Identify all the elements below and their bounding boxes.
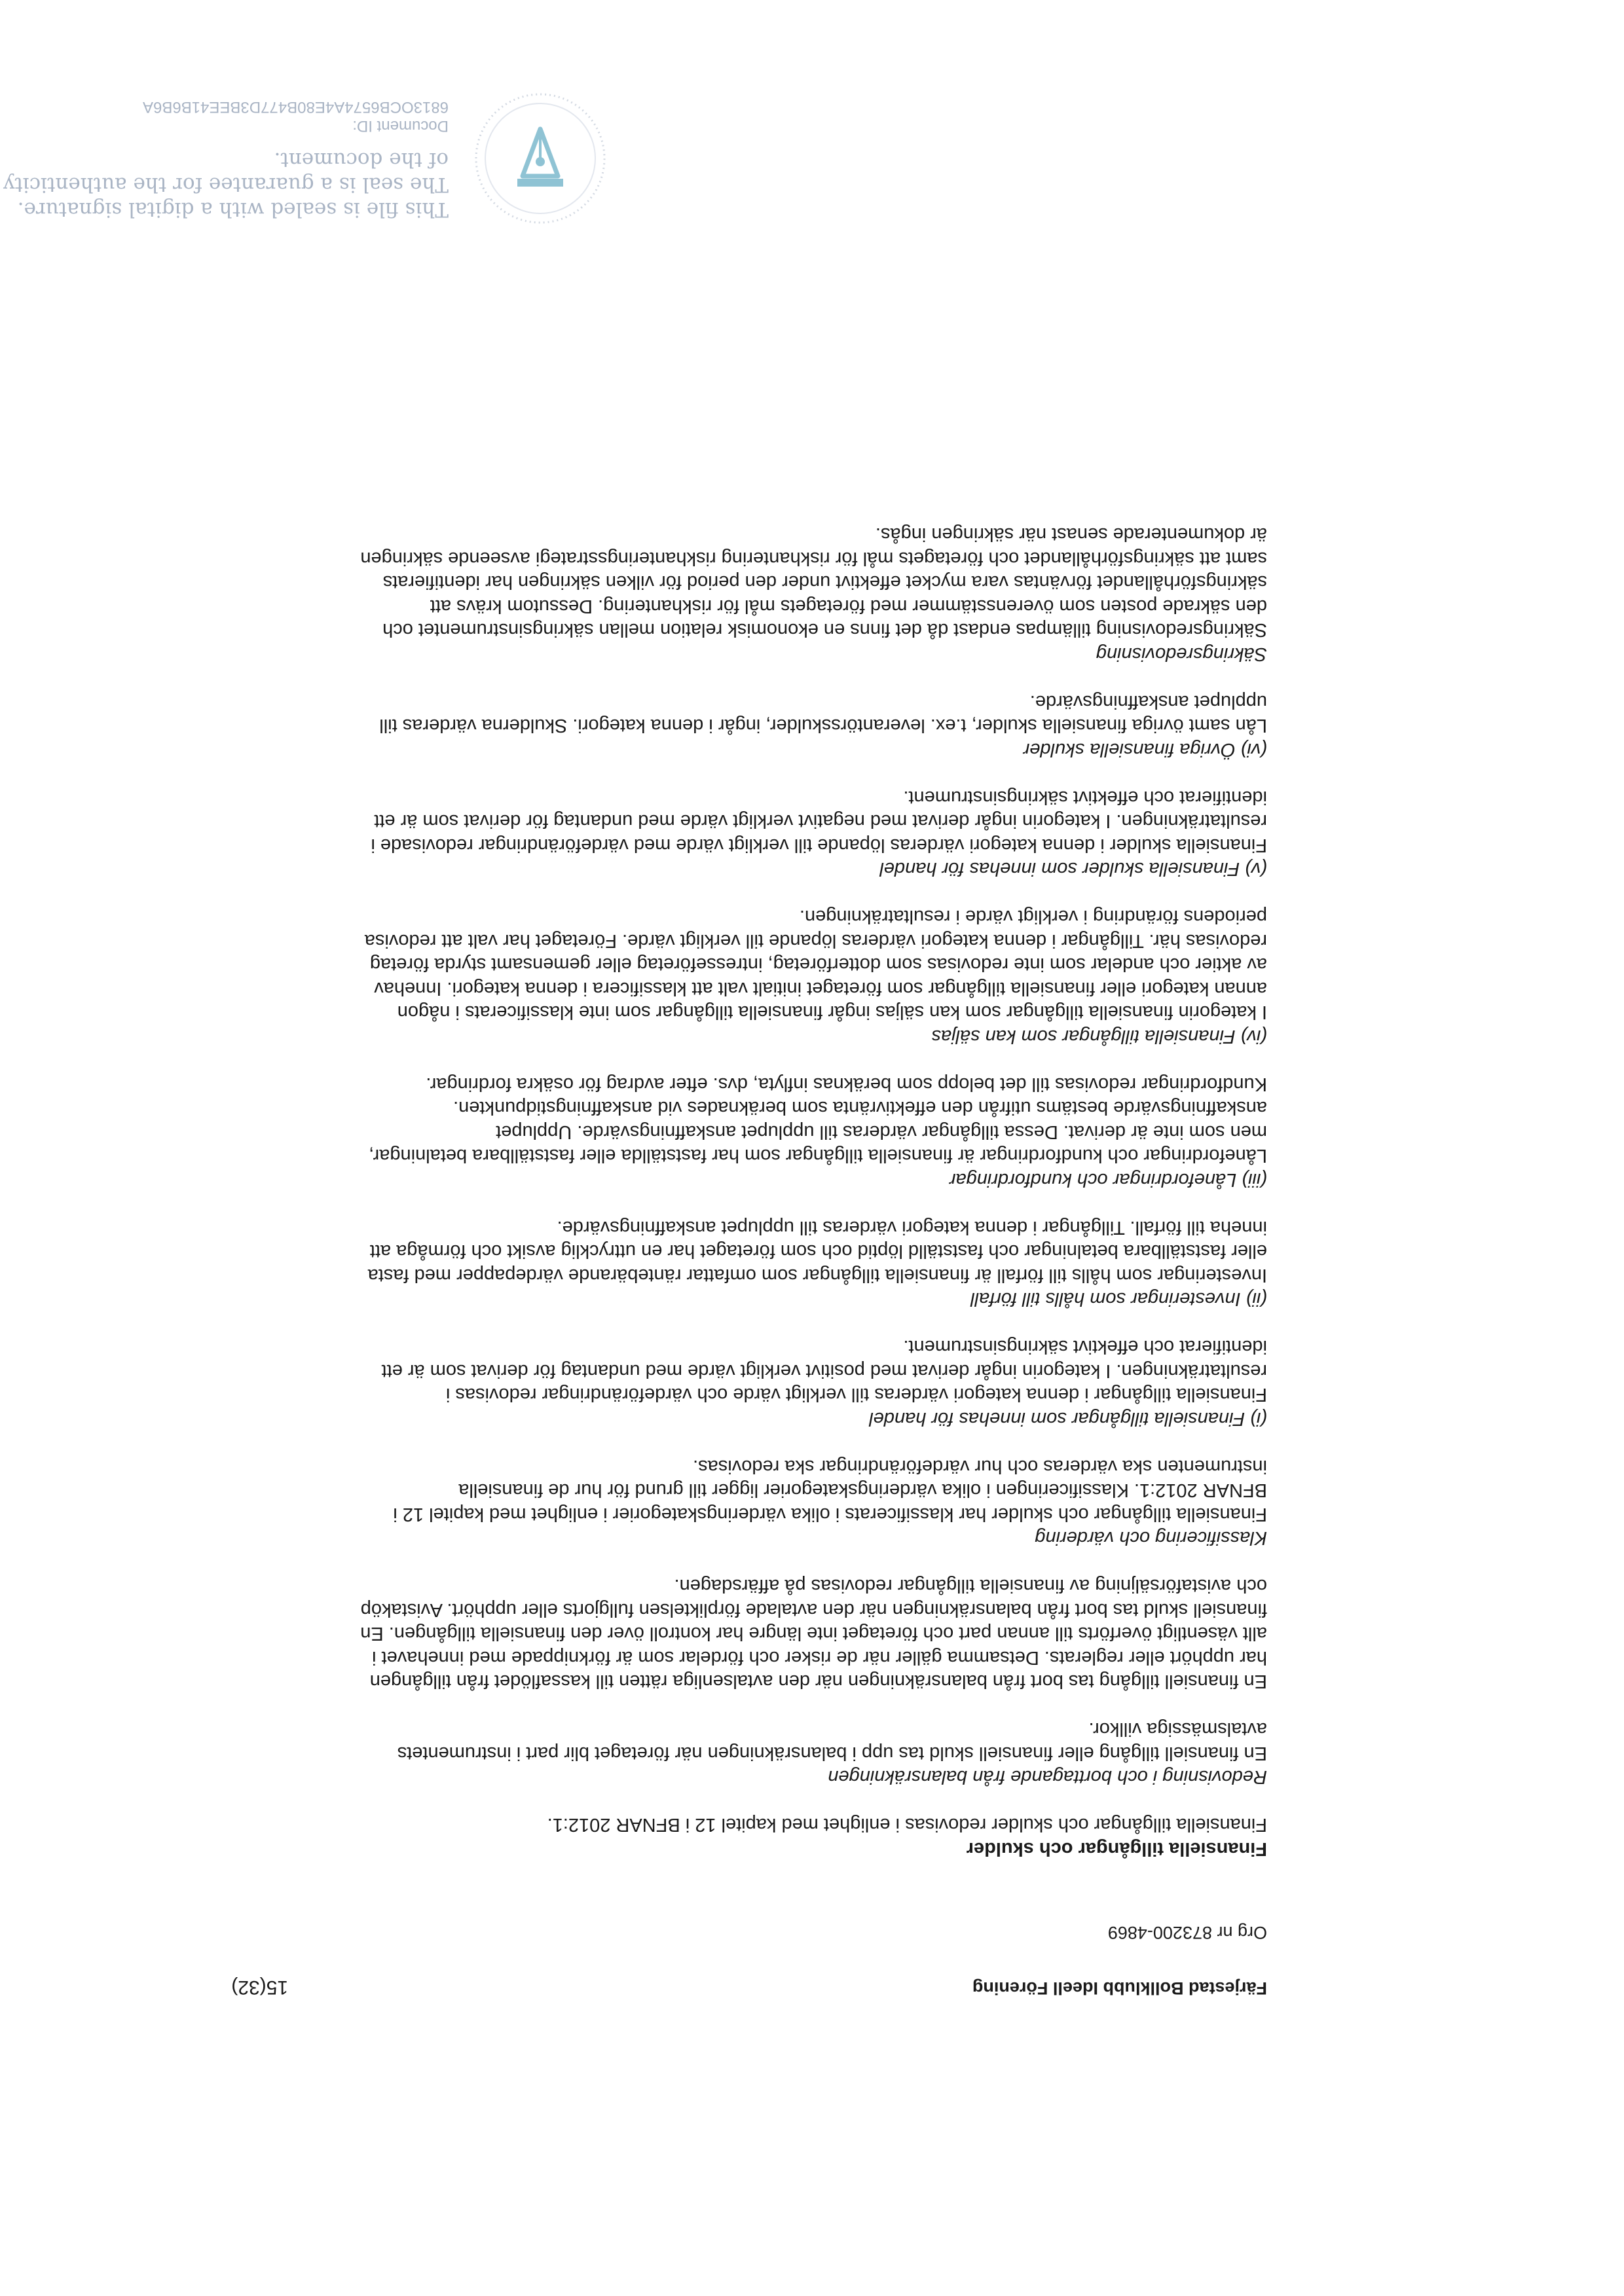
block-loans-receivables	[350, 1072, 1267, 1192]
subheading: (i) Finansiella tillgångar som innehas för handel	[869, 1408, 1267, 1429]
block-other-liabilities	[350, 690, 1267, 762]
seal-line: This file is sealed with a digital signature.	[17, 198, 449, 221]
block-trading-assets	[350, 1335, 1267, 1430]
paragraph: En finansiell tillgång tas bort från balansräkningen när den avtalsenliga rätten till kassaflödet från tillgången har upphört eller reglerats. Detsamma gäller när de risker och fördelar som är förknippade med innehavet i allt väsentligt överförts till annan part och företaget inte längre har kontroll över den finansiella tillgången. En finansiell skuld tas bort från balansräkningen när den avtalade förpliktelsen fullgjorts eller upphört. Avistaköp och avistaförsäljning av finansiella tillgångar redovisas på affärsdagen.	[360, 1575, 1267, 1692]
intro-paragraph: Finansiella tillgångar och skulder redovisas i enlighet med kapitel 12 i BFNAR 2012:1.	[547, 1814, 1267, 1836]
paragraph: Finansiella skulder i denna kategori värderas löpande till verkligt värde med värdeförändringar redovisade i resultaträkningen. I kategorin ingår derivat med negativt verkligt värde med undantag för derivat som är ett identifierat och effektivt säkringsinstrument.	[371, 787, 1267, 856]
document-body	[350, 499, 1267, 1861]
seal-line: The seal is a guarantee for the authenticity	[3, 173, 449, 196]
block-available-for-sale	[350, 905, 1267, 1048]
paragraph: Säkringsredovisning tillämpas endast då det finns en ekonomisk relation mellan säkringsinstrumentet och den säkrade posten som överensstämmer med företagets mål för riskhantering. Dessutom krävs att säkringsförhållandet förväntas vara mycket effektivt under den period för vilken säkringen har identifierats samt att säkringsförhållandet och företagets mål för riskhantering riskhanteringsstrategi avseende säkringen är dokumenterade senast när säkringen ingås.	[360, 524, 1267, 641]
paragraph: Finansiella tillgångar och skulder har klassificerats i olika värderingskategorier i enlighet med kapitel 12 i BFNAR 2012:1. Klassificeringen i olika värderingskategorier ligger till grund för hur de finansiella instrumenten ska värderas och hur värdeförändringar ska redovisas.	[393, 1456, 1267, 1525]
document-id-label: Document ID:	[352, 117, 449, 135]
digital-seal	[0, 64, 609, 234]
org-number: Org nr 873200-4869	[1107, 1923, 1267, 1942]
fountain-pen-nib-icon	[471, 90, 609, 227]
paragraph: En finansiell tillgång eller finansiell skuld tas upp i balansräkningen när företaget blir part i instrumentets avtalsmässiga villkor.	[397, 1719, 1267, 1764]
paragraph: Lånefordringar och kundfordringar är finansiella tillgångar som har fastställda eller fastställbara betalningar, men som inte är derivat. Dessa tillgångar värderas till upplupet anskaffningsvärde. Upplupet anskaffningsvärde bestäms utifrån den effektivränta som beräknades vid anskaffningstidpunkten. Kundfordringar redovisas till det belopp som beräknas inflyta, dvs. efter avdrag för osäkra fordringar.	[369, 1074, 1267, 1167]
page-number: 15(32)	[231, 1977, 288, 1998]
block-hedge-accounting	[350, 522, 1267, 666]
paragraph: Lån samt övriga finansiella skulder, t.ex. leverantörsskulder, ingår i denna kategori. Skulderna värderas till upplupet anskaffningsvärde.	[379, 691, 1267, 737]
seal-line: of the document.	[274, 148, 449, 172]
section-title: Finansiella tillgångar och skulder	[966, 1838, 1267, 1859]
document-id-value: 6813OCB6574A4E80B477D3BEE41B6B6A	[142, 98, 449, 116]
seal-text	[3, 147, 449, 222]
subheading: (iii) Lånefordringar och kundfordringar	[949, 1169, 1267, 1190]
subheading: Redovisning i och borttagande från balansräkningen	[828, 1766, 1267, 1788]
block-held-to-maturity	[350, 1216, 1267, 1311]
paragraph: Finansiella tillgångar i denna kategori värderas till verkligt värde och värdeförändringar redovisas i resultaträkningen. I kategorin ingår derivat med positivt verkligt värde med undantag för derivat som är ett identifierat och effektivt säkringsinstrument.	[381, 1336, 1267, 1406]
subheading: (vi) Övriga finansiella skulder	[1023, 739, 1267, 760]
block-trading-liabilities	[350, 786, 1267, 881]
subheading: (ii) Investeringar som hålls till förfall	[970, 1288, 1267, 1310]
block-classification	[350, 1455, 1267, 1550]
block-recognition	[350, 1574, 1267, 1789]
organization-name: Färjestad Bollklubb Ideell Förening	[972, 1978, 1267, 1998]
subheading: Säkringsredovisning	[1096, 644, 1267, 665]
subheading: Klassificering och värdering	[1035, 1527, 1267, 1549]
paragraph: I kategorin finansiella tillgångar som kan säljas ingår finansiella tillgångar som inte klassificerats i någon annan kategori eller finansiella tillgångar som företaget initialt valt att klassificera i denna kategori. Innehav av aktier och andelar som inte redovisas som dotterföretag, intresseföretag eller gemensamt styrda företag redovisas här. Tillgångar i denna kategori värderas löpande till verkligt värde. Företaget har valt att redovisa periodens förändring i verkligt värde i resultaträkningen.	[364, 906, 1267, 1023]
paragraph: Investeringar som hålls till förfall är finansiella tillgångar som omfattar räntebärande värdepapper med fasta eller fastställbara betalningar och fastställd löptid och som företaget har en uttrycklig avsikt och förmåga att inneha till förfall. Tillgångar i denna kategori värderas till upplupet anskaffningsvärde.	[367, 1217, 1267, 1286]
subheading: (v) Finansiella skulder som innehas för handel	[879, 858, 1267, 880]
document-id	[143, 98, 449, 136]
subheading: (iv) Finansiella tillgångar som kan säljas	[931, 1026, 1267, 1047]
